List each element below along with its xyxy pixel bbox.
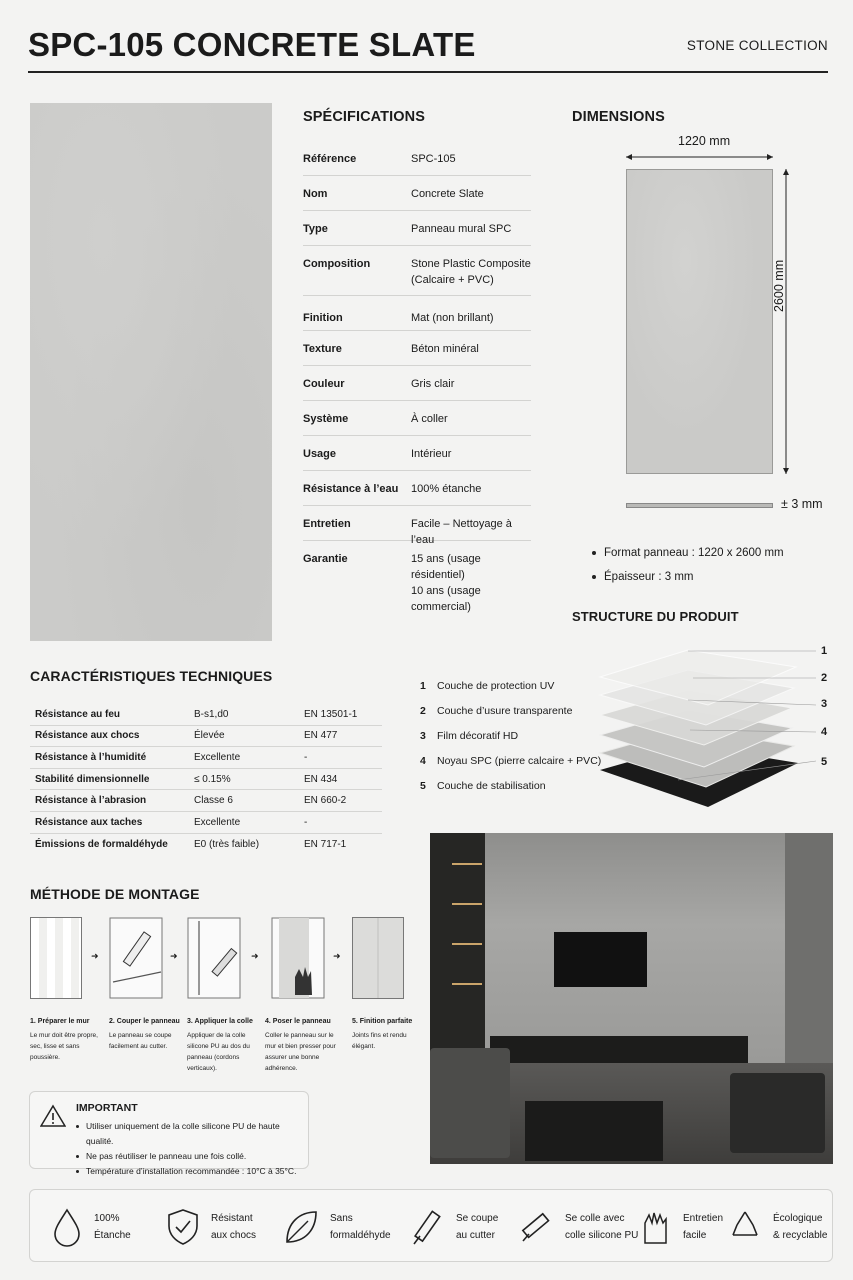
spec-row (303, 331, 531, 366)
recycle-icon (727, 1207, 763, 1247)
feature-item (637, 1190, 723, 1263)
panel-swatch-image (30, 103, 272, 641)
spec-row (303, 246, 531, 296)
feature-item (50, 1190, 131, 1263)
tech-norm: EN 477 (304, 730, 338, 742)
feature-item (408, 1190, 498, 1263)
tech-value: ≤ 0.15% (194, 773, 231, 785)
spec-key: Nom (303, 188, 328, 200)
spec-key: Résistance à l’eau (303, 483, 399, 495)
spec-value: Mat (non brillant) (411, 312, 494, 324)
spec-row (303, 471, 531, 506)
tech-value: B-s1,d0 (194, 708, 229, 720)
technical-table (30, 704, 382, 855)
warning-icon (40, 1104, 66, 1128)
feature-label: Entretien facile (683, 1212, 724, 1241)
spec-row (303, 436, 531, 471)
water-drop-icon (50, 1207, 84, 1247)
step-text: Le panneau se coupe facilement au cutter. (109, 1032, 172, 1050)
step-illustration-wall (30, 917, 82, 999)
layer-item (420, 674, 601, 699)
armchair (730, 1073, 825, 1153)
step-text: Appliquer de la colle silicone PU au dos du panneau (cordons verticaux). (187, 1032, 250, 1072)
tech-value: Élevée (194, 730, 225, 742)
tech-name: Résistance à l’humidité (35, 751, 147, 763)
layer-label: Film décoratif HD (437, 730, 519, 742)
step-title: 2. Couper le panneau (109, 1018, 180, 1025)
dimension-bullet: Format panneau : 1220 x 2600 mm (590, 541, 784, 565)
specifications-heading: SPÉCIFICATIONS (303, 109, 425, 125)
side-wall (785, 833, 833, 1063)
panel-thickness-view (626, 503, 773, 508)
step-illustration-glue (187, 917, 241, 999)
tech-name: Stabilité dimensionnelle (35, 773, 150, 785)
spec-value (411, 551, 531, 613)
header-divider (28, 71, 828, 73)
feature-label: Se colle avec colle silicone PU (565, 1212, 639, 1241)
spec-value-line: (Calcaire + PVC) (411, 274, 494, 286)
spec-row (303, 401, 531, 436)
tech-name: Résistance à l’abrasion (35, 795, 147, 807)
tech-norm: EN 434 (304, 773, 338, 785)
spec-row (303, 211, 531, 246)
step-text: Le mur doit être propre, sec, lisse et sans poussière. (30, 1032, 98, 1061)
spec-key: Texture (303, 343, 342, 355)
spec-value: Gris clair (411, 378, 455, 390)
step-illustration-press (271, 917, 325, 999)
spec-value: Béton minéral (411, 343, 479, 355)
feature-label: Se coupe au cutter (456, 1212, 499, 1241)
dimensions-heading: DIMENSIONS (572, 109, 665, 125)
spec-key: Usage (303, 448, 337, 460)
layer-label: Noyau SPC (pierre calcaire + PVC) (437, 755, 602, 767)
tech-norm: EN 660-2 (304, 795, 347, 807)
layer-number: 4 (420, 755, 426, 767)
important-box (29, 1091, 309, 1176)
spec-key: Type (303, 223, 328, 235)
arrow-right-icon: ➜ (91, 951, 99, 961)
spec-row (303, 541, 531, 613)
interior-photo (430, 833, 833, 1164)
layer-number: 2 (420, 705, 426, 717)
layer-item (420, 749, 601, 774)
spec-key: Entretien (303, 518, 351, 530)
step-illustration-cutter (109, 917, 163, 999)
step-title: 4. Poser le panneau (265, 1018, 331, 1025)
tech-row (30, 790, 382, 812)
thickness-label: ± 3 mm (781, 497, 823, 511)
feature-label: Résistant aux chocs (211, 1212, 257, 1241)
mounting-heading: MÉTHODE DE MONTAGE (30, 886, 200, 902)
tv-screen (554, 932, 647, 987)
layer-callout-number: 1 (821, 645, 828, 657)
step-illustration-finish (352, 917, 404, 999)
layer-label: Couche de stabilisation (437, 780, 546, 792)
tech-name: Émissions de formaldéhyde (35, 838, 168, 850)
spec-row (303, 176, 531, 211)
layer-callout-number: 2 (821, 672, 828, 684)
feature-item (165, 1190, 256, 1263)
layer-callout-number: 4 (821, 726, 828, 738)
spec-key: Couleur (303, 378, 345, 390)
feature-label: Écologique & recyclable (773, 1212, 828, 1241)
tech-name: Résistance aux chocs (35, 730, 140, 742)
tech-norm: - (304, 816, 308, 828)
step-text: Joints fins et rendu élégant. (352, 1032, 407, 1050)
tech-row (30, 834, 382, 856)
sofa (430, 1048, 510, 1158)
feature-item (727, 1190, 827, 1263)
spec-value-line: Stone Plastic Composite (411, 258, 531, 270)
feature-item (517, 1190, 638, 1263)
page-title: SPC-105 CONCRETE SLATE (28, 26, 476, 63)
panel-front-view (626, 169, 773, 474)
layer-item (420, 699, 601, 724)
layer-number: 3 (420, 730, 426, 742)
layers-list (420, 674, 601, 799)
arrow-right-icon: ➜ (333, 951, 341, 961)
important-list (76, 1119, 308, 1179)
layer-callout-number: 3 (821, 698, 828, 710)
layer-item (420, 774, 601, 799)
feature-label: 100% Étanche (94, 1212, 131, 1241)
coffee-table (525, 1101, 663, 1161)
spec-key: Garantie (303, 553, 348, 565)
feature-label: Sans formaldéhyde (330, 1212, 391, 1241)
feature-item (282, 1190, 391, 1263)
shelf-unit (430, 833, 485, 1063)
specifications-table (303, 141, 531, 613)
spec-value (411, 256, 531, 295)
spec-value: Facile – Nettoyage à l’eau (411, 518, 512, 546)
step-title: 3. Appliquer la colle (187, 1018, 253, 1025)
tech-row (30, 812, 382, 834)
tech-row (30, 704, 382, 726)
tech-norm: EN 717-1 (304, 838, 347, 850)
tech-row (30, 769, 382, 791)
spec-value-line: 15 ans (usage résidentiel) (411, 553, 481, 581)
spec-value: À coller (411, 413, 448, 425)
spec-key: Référence (303, 153, 357, 165)
leaf-icon (282, 1207, 320, 1247)
arrow-right-icon: ➜ (170, 951, 178, 961)
dimension-bullet: Épaisseur : 3 mm (590, 565, 784, 589)
important-item: Ne pas réutiliser le panneau une fois collé. (76, 1149, 308, 1164)
layer-stack-diagram (598, 645, 833, 815)
step-title: 5. Finition parfaite (352, 1018, 413, 1025)
layer-item (420, 724, 601, 749)
layer-label: Couche de protection UV (437, 680, 555, 692)
spec-value: Panneau mural SPC (411, 223, 512, 235)
layer-callout-number: 5 (821, 756, 828, 768)
cutter-icon (408, 1207, 446, 1247)
tech-row (30, 747, 382, 769)
glue-gun-icon (517, 1207, 555, 1247)
step-text: Coller le panneau sur le mur et bien presser pour assurer une bonne adhérence. (265, 1032, 336, 1072)
tech-name: Résistance aux taches (35, 816, 143, 828)
step-title: 1. Préparer le mur (30, 1018, 90, 1025)
shield-check-icon (165, 1207, 201, 1247)
important-title: IMPORTANT (76, 1102, 138, 1114)
tech-norm: EN 13501-1 (304, 708, 358, 720)
spec-key: Composition (303, 258, 371, 270)
collection-label: STONE COLLECTION (686, 38, 828, 53)
spec-value: 100% étanche (411, 483, 482, 495)
spec-key: Système (303, 413, 349, 425)
spec-row (303, 366, 531, 401)
spec-row (303, 296, 531, 331)
tech-value: Excellente (194, 751, 241, 763)
important-item: Température d’installation recommandée : 10°C à 35°C. (76, 1164, 308, 1179)
structure-heading: STRUCTURE DU PRODUIT (572, 609, 739, 624)
tech-value: E0 (très faible) (194, 838, 260, 850)
tech-row (30, 726, 382, 748)
features-bar (29, 1189, 833, 1262)
tech-value: Excellente (194, 816, 241, 828)
arrow-right-icon: ➜ (251, 951, 259, 961)
dimensions-list (590, 541, 784, 589)
width-label: 1220 mm (678, 134, 731, 148)
tech-norm: - (304, 751, 308, 763)
height-label: 2600 mm (772, 259, 786, 312)
spec-value: Intérieur (411, 448, 452, 460)
important-item: Utiliser uniquement de la colle silicone PU de haute qualité. (76, 1119, 308, 1149)
layer-number: 1 (420, 680, 426, 692)
technical-heading: CARACTÉRISTIQUES TECHNIQUES (30, 668, 273, 684)
spec-row (303, 141, 531, 176)
spec-value-line: 10 ans (usage commercial) (411, 585, 481, 613)
spec-value: Concrete Slate (411, 188, 484, 200)
cleaning-hand-icon (637, 1207, 673, 1247)
spec-row (303, 506, 531, 546)
tech-name: Résistance au feu (35, 708, 121, 720)
spec-key: Finition (303, 312, 343, 324)
tech-value: Classe 6 (194, 795, 233, 807)
layer-number: 5 (420, 780, 426, 792)
spec-value: SPC-105 (411, 153, 456, 165)
layer-label: Couche d’usure transparente (437, 705, 573, 717)
